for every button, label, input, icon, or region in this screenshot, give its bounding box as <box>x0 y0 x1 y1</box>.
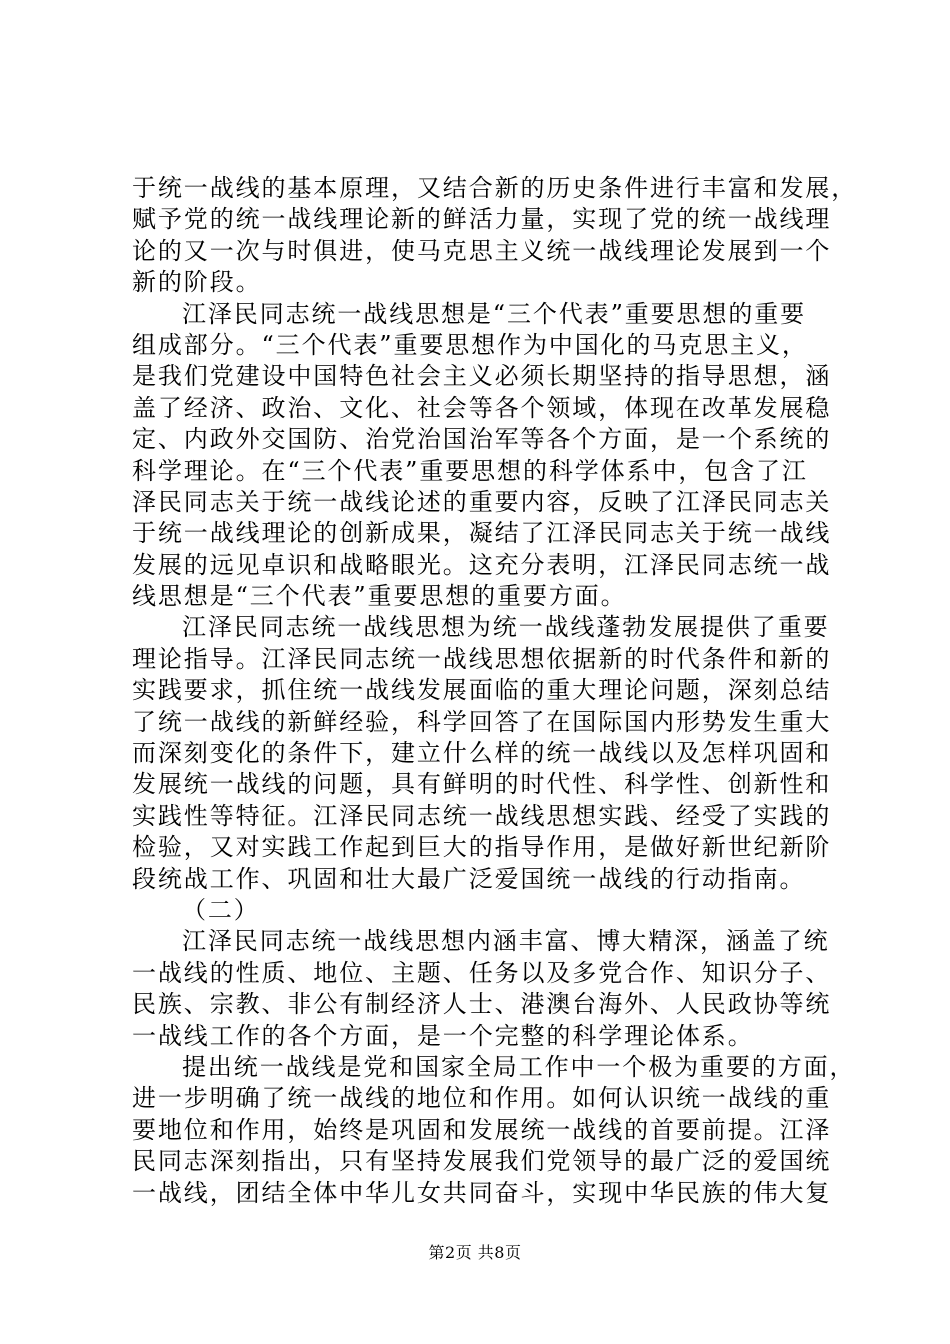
text-line: 泽民同志关于统一战线论述的重要内容，反映了江泽民同志关 <box>132 487 832 516</box>
paragraph-start-line: 江泽民同志统一战线思想内涵丰富、博大精深，涵盖了统 <box>182 927 830 956</box>
section-heading: （二） <box>182 895 260 924</box>
text-line: 一战线工作的各个方面，是一个完整的科学理论体系。 <box>132 1021 754 1050</box>
page-number-label: 第2页 共8页 <box>428 1243 522 1262</box>
text-line: 了统一战线的新鲜经验，科学回答了在国际国内形势发生重大 <box>132 707 832 736</box>
text-line: 于统一战线理论的创新成果，凝结了江泽民同志关于统一战线 <box>132 519 832 548</box>
text-line: 实践要求，抓住统一战线发展面临的重大理论问题，深刻总结 <box>132 676 832 705</box>
page-footer <box>0 1243 950 1263</box>
text-line: 实践性等特征。江泽民同志统一战线思想实践、经受了实践的 <box>132 801 832 830</box>
text-line: 理论指导。江泽民同志统一战线思想依据新的时代条件和新的 <box>132 644 832 673</box>
text-line: 而深刻变化的条件下，建立什么样的统一战线以及怎样巩固和 <box>132 739 832 768</box>
text-line: 科学理论。在“三个代表”重要思想的科学体系中，包含了江 <box>132 456 808 485</box>
text-line: 定、内政外交国防、治党治国治军等各个方面，是一个系统的 <box>132 425 832 454</box>
text-line: 论的又一次与时俱进，使马克思主义统一战线理论发展到一个 <box>132 236 832 265</box>
text-line: 赋予党的统一战线理论新的鲜活力量，实现了党的统一战线理 <box>132 205 832 234</box>
text-line: 于统一战线的基本原理，又结合新的历史条件进行丰富和发展， <box>132 174 858 202</box>
text-line: 是我们党建设中国特色社会主义必须长期坚持的指导思想，涵 <box>132 362 832 391</box>
text-line: 要地位和作用，始终是巩固和发展统一战线的首要前提。江泽 <box>132 1115 832 1144</box>
text-line: 新的阶段。 <box>132 268 262 297</box>
text-line: 民族、宗教、非公有制经济人士、港澳台海外、人民政协等统 <box>132 990 832 1019</box>
text-line: 发展的远见卓识和战略眼光。这充分表明，江泽民同志统一战 <box>132 550 832 579</box>
document-body <box>132 173 858 1209</box>
text-line: 进一步明确了统一战线的地位和作用。如何认识统一战线的重 <box>132 1084 832 1113</box>
text-line: 一战线的性质、地位、主题、任务以及多党合作、知识分子、 <box>132 958 832 987</box>
text-line: 发展统一战线的问题，具有鲜明的时代性、科学性、创新性和 <box>132 770 832 799</box>
paragraph-start-line: 江泽民同志统一战线思想是“三个代表”重要思想的重要 <box>182 299 807 328</box>
text-line: 段统战工作、巩固和壮大最广泛爱国统一战线的行动指南。 <box>132 864 806 893</box>
text-line: 组成部分。“三个代表”重要思想作为中国化的马克思主义， <box>132 330 808 359</box>
text-line: 盖了经济、政治、文化、社会等各个领域，体现在改革发展稳 <box>132 393 832 422</box>
text-line: 线思想是“三个代表”重要思想的重要方面。 <box>132 582 627 611</box>
text-line: 民同志深刻指出，只有坚持发展我们党领导的最广泛的爱国统 <box>132 1147 832 1176</box>
paragraph-start-line: 提出统一战线是党和国家全局工作中一个极为重要的方面， <box>182 1052 856 1081</box>
paragraph-start-line: 江泽民同志统一战线思想为统一战线蓬勃发展提供了重要 <box>182 613 830 642</box>
text-line: 一战线，团结全体中华儿女共同奋斗，实现中华民族的伟大复 <box>132 1178 832 1207</box>
text-line: 检验，又对实践工作起到巨大的指导作用，是做好新世纪新阶 <box>132 833 832 862</box>
